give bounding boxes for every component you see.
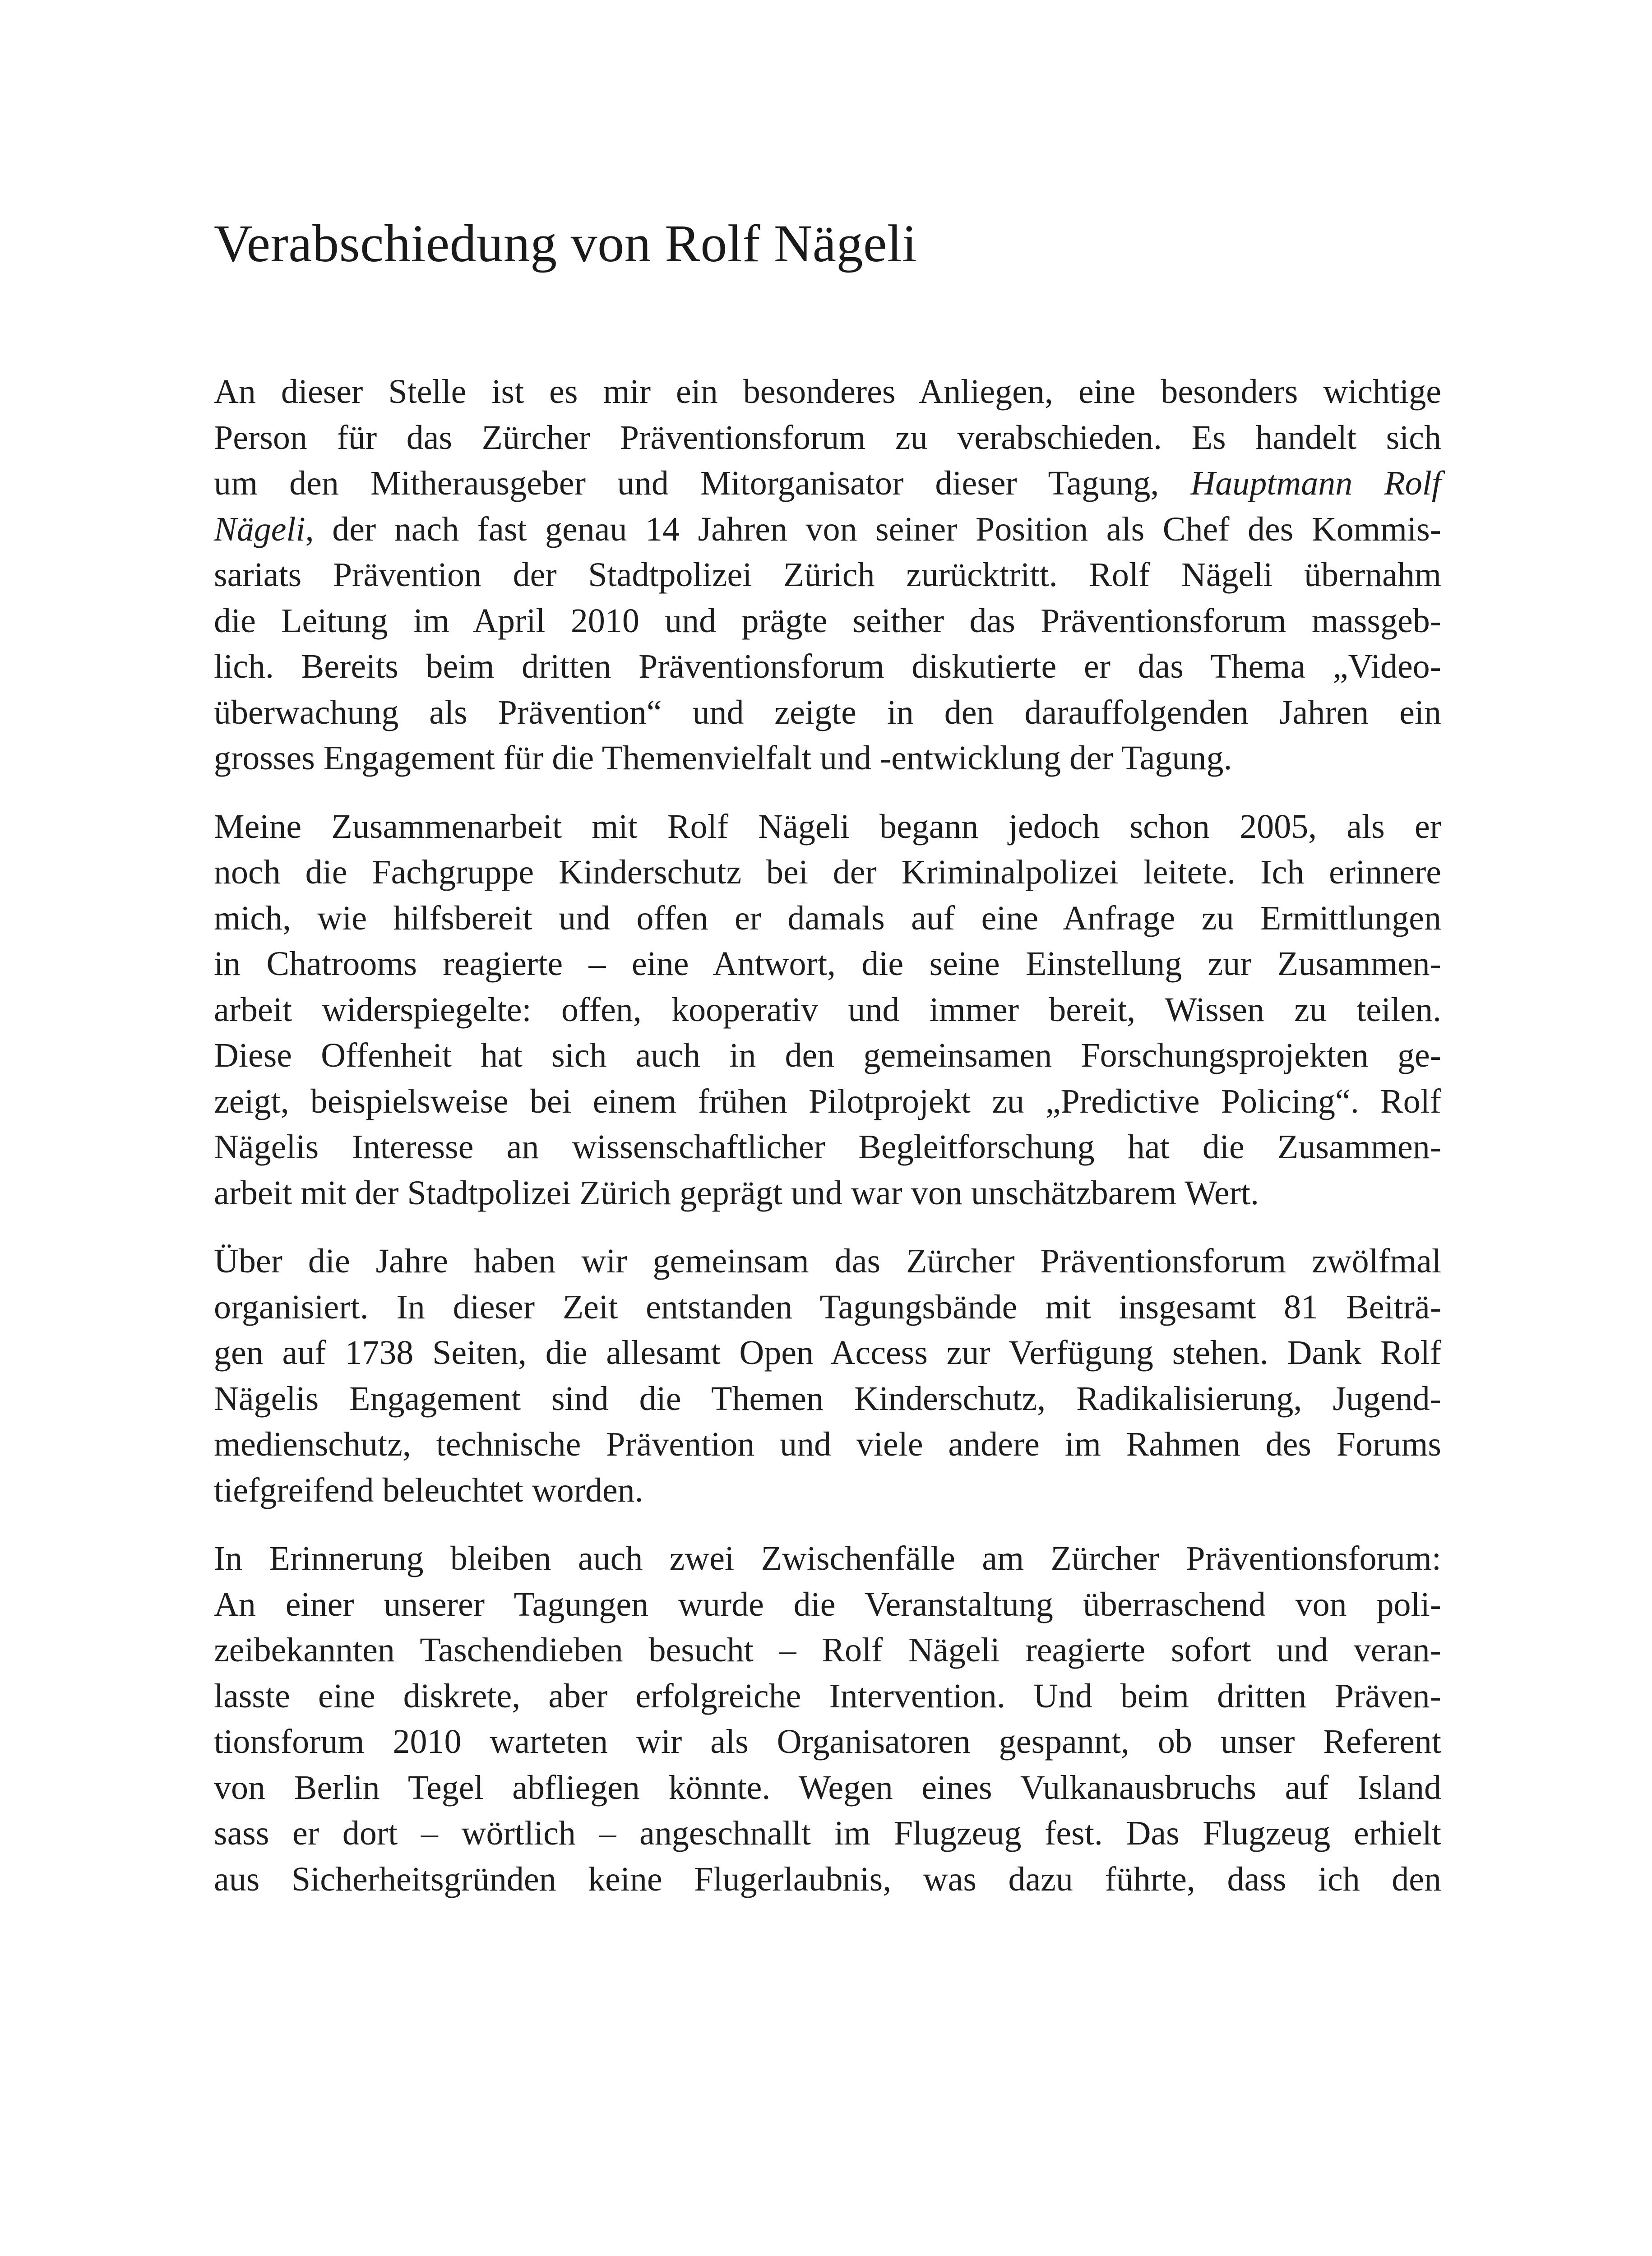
paragraph-4 <box>214 1536 1441 1902</box>
text-line: grosses Engagement für die Themenvielfalt und -entwicklung der Tagung. <box>214 739 1232 777</box>
text-line: medienschutz, technische Prävention und viele andere im Rahmen des Forums <box>214 1425 1441 1463</box>
text-line: gen auf 1738 Seiten, die allesamt Open Access zur Verfügung stehen. Dank Rolf <box>214 1334 1441 1372</box>
text-line: organisiert. In dieser Zeit entstanden Tagungsbände mit insgesamt 81 Beiträ- <box>214 1288 1441 1326</box>
text-line-with-emphasis <box>214 461 1441 507</box>
text-line: sass er dort – wörtlich – angeschnallt im Flugzeug fest. Das Flugzeug erhielt <box>214 1814 1441 1852</box>
text-line: arbeit mit der Stadtpolizei Zürich geprägt und war von unschätzbarem Wert. <box>214 1174 1259 1212</box>
paragraph-3 <box>214 1239 1441 1513</box>
text-line: die Leitung im April 2010 und prägte seither das Präventionsforum massgeb- <box>214 601 1441 640</box>
page-title: Verabschiedung von Rolf Nägeli <box>214 214 917 273</box>
text-line: Nägelis Engagement sind die Themen Kinderschutz, Radikalisierung, Jugend- <box>214 1379 1441 1418</box>
text-line-with-emphasis <box>214 507 1441 553</box>
text-line: In Erinnerung bleiben auch zwei Zwischenfälle am Zürcher Präventionsforum: <box>214 1539 1441 1577</box>
text-line: An dieser Stelle ist es mir ein besonderes Anliegen, eine besonders wichtige <box>214 373 1441 411</box>
text-segment: um den Mitherausgeber und Mitorganisator dieser Tagung, <box>214 464 1159 502</box>
text-line: Meine Zusammenarbeit mit Rolf Nägeli begann jedoch schon 2005, als er <box>214 807 1441 846</box>
text-line: noch die Fachgruppe Kinderschutz bei der Kriminalpolizei leitete. Ich erinnere <box>214 853 1441 891</box>
text-line: sariats Prävention der Stadtpolizei Zürich zurücktritt. Rolf Nägeli übernahm <box>214 556 1441 594</box>
text-line: zeigt, beispielsweise bei einem frühen Pilotprojekt zu „Predictive Policing“. Rolf <box>214 1082 1441 1120</box>
text-line: in Chatrooms reagierte – eine Antwort, die seine Einstellung zur Zusammen- <box>214 945 1441 983</box>
text-line: arbeit widerspiegelte: offen, kooperativ und immer bereit, Wissen zu teilen. <box>214 990 1441 1029</box>
text-line: lich. Bereits beim dritten Präventionsforum diskutierte er das Thema „Video- <box>214 647 1441 685</box>
text-line: An einer unserer Tagungen wurde die Veranstaltung überraschend von poli- <box>214 1585 1441 1623</box>
text-line: Nägelis Interesse an wissenschaftlicher Begleitforschung hat die Zusammen- <box>214 1128 1441 1166</box>
text-segment: , <box>305 510 314 548</box>
text-line: aus Sicherheitsgründen keine Flugerlaubnis, was dazu führte, dass ich den <box>214 1860 1441 1898</box>
text-line: tiefgreifend beleuchtet worden. <box>214 1471 643 1509</box>
text-line: überwachung als Prävention“ und zeigte in den darauffolgenden Jahren ein <box>214 693 1441 731</box>
text-segment: der nach fast genau 14 Jahren von seiner Position als Chef des Kommis- <box>332 510 1441 548</box>
text-line: Diese Offenheit hat sich auch in den gemeinsamen Forschungsprojekten ge- <box>214 1036 1441 1074</box>
text-line: lasste eine diskrete, aber erfolgreiche Intervention. Und beim dritten Präven- <box>214 1677 1441 1715</box>
text-line: von Berlin Tegel abfliegen könnte. Wegen eines Vulkanausbruchs auf Island <box>214 1768 1441 1807</box>
text-line: Über die Jahre haben wir gemeinsam das Zürcher Präventionsforum zwölfmal <box>214 1242 1441 1280</box>
text-line: mich, wie hilfsbereit und offen er damals auf eine Anfrage zu Ermittlungen <box>214 899 1441 937</box>
text-line: tionsforum 2010 warteten wir als Organisatoren gespannt, ob unser Referent <box>214 1723 1441 1761</box>
text-line: Person für das Zürcher Präventionsforum zu verabschieden. Es handelt sich <box>214 418 1441 457</box>
emphasis-name-part-2: Nägeli <box>214 510 305 548</box>
paragraph-2 <box>214 804 1441 1216</box>
text-line: zeibekannten Taschendieben besucht – Rolf Nägeli reagierte sofort und veran- <box>214 1631 1441 1669</box>
emphasis-name-part-1: Hauptmann Rolf <box>1190 464 1442 502</box>
document-body <box>214 369 1441 1925</box>
paragraph-1 <box>214 369 1441 781</box>
